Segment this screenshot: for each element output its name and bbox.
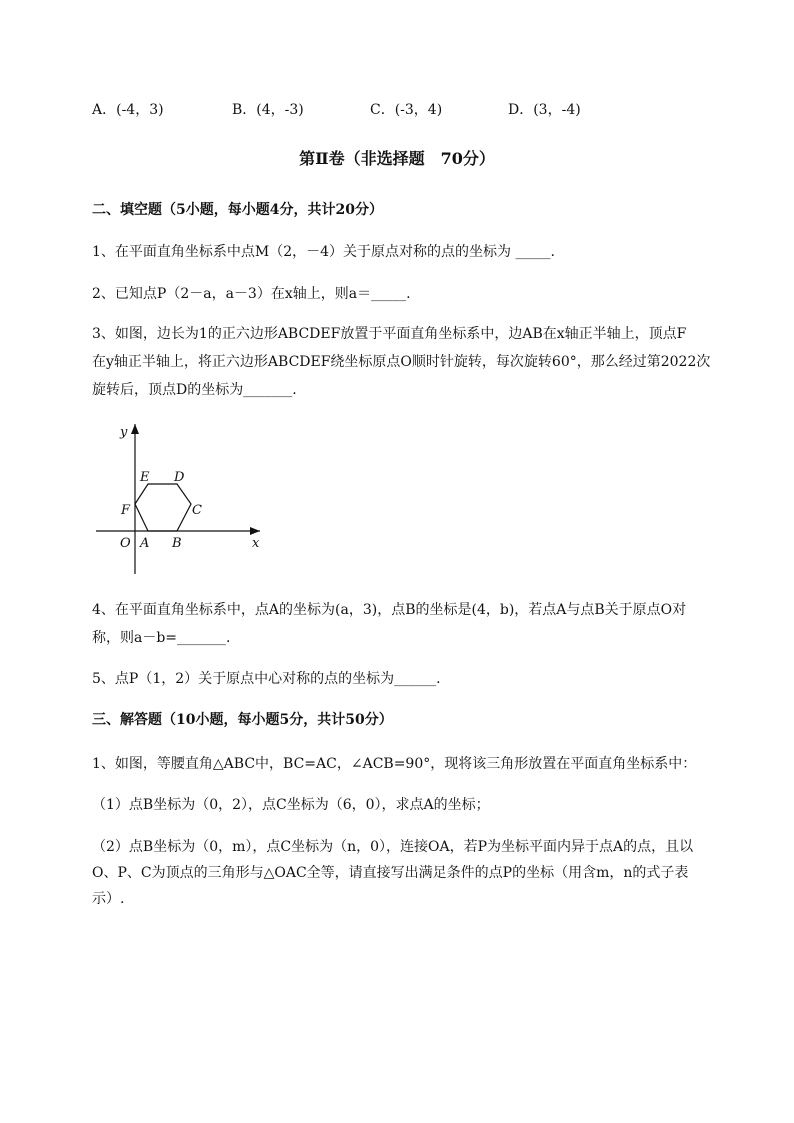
fill-question-3-line-1: 3、如图，边长为1的正六边形ABCDEF放置于平面直角坐标系中，边AB在x轴正半轴上，顶点F: [92, 326, 687, 342]
section-title: 第Ⅱ卷（非选择题 70分）: [299, 149, 495, 168]
fill-question-3-line-3: 旋转后，顶点D的坐标为_______.: [92, 382, 297, 398]
fill-question-2: 2、已知点P（2－a，a－3）在x轴上，则a＝_____.: [92, 286, 411, 302]
solve-question-1: 1、如图，等腰直角△ABC中，BC=AC，∠ACB=90°，现将该三角形放置在平面直角坐标系中：: [92, 756, 697, 772]
fill-question-1: 1、在平面直角坐标系中点M（2，－4）关于原点对称的点的坐标为 _____.: [92, 244, 555, 260]
label-c: C: [192, 503, 202, 518]
label-f: F: [121, 503, 131, 518]
label-x: x: [252, 536, 260, 551]
hexagon: [135, 484, 191, 531]
fill-section-heading: 二、填空题（5小题，每小题4分，共计20分）: [92, 202, 383, 218]
hexagon-figure: [92, 418, 272, 578]
solve-section-heading: 三、解答题（10小题，每小题5分，共计50分）: [92, 712, 393, 728]
option-a: A．(-4，3): [92, 102, 164, 118]
solve-question-1-part-2-line-2: O、P、C为顶点的三角形与△OAC全等，请直接写出满足条件的点P的坐标（用含m，n的式子表: [92, 865, 689, 881]
label-o: O: [120, 536, 131, 551]
label-d: D: [174, 470, 185, 485]
label-e: E: [140, 470, 150, 485]
fill-question-5: 5、点P（1，2）关于原点中心对称的点的坐标为______.: [92, 671, 441, 687]
fill-question-4-line-2: 称，则a－b=_______.: [92, 630, 231, 646]
y-axis-arrow: [131, 424, 139, 434]
label-y: y: [120, 425, 128, 440]
option-c: C．(-3，4): [370, 102, 443, 118]
x-axis-arrow: [250, 527, 260, 535]
fill-question-4-line-1: 4、在平面直角坐标系中，点A的坐标为(a，3)，点B的坐标是(4，b)，若点A与点B关于原点O对: [92, 602, 687, 618]
option-d: D．(3，-4): [508, 102, 581, 118]
label-a: A: [140, 536, 150, 551]
option-b: B．(4，-3): [232, 102, 304, 118]
solve-question-1-part-2-line-3: 示）.: [92, 891, 125, 907]
solve-question-1-part-1: （1）点B坐标为（0，2），点C坐标为（6，0），求点A的坐标；: [92, 797, 490, 813]
label-b: B: [172, 536, 182, 551]
fill-question-3-line-2: 在y轴正半轴上，将正六边形ABCDEF绕坐标原点O顺时针旋转，每次旋转60°，那么经过第2022次: [92, 354, 711, 370]
solve-question-1-part-2-line-1: （2）点B坐标为（0，m），点C坐标为（n，0），连接OA，若P为坐标平面内异于点A的点，且以: [92, 839, 694, 855]
